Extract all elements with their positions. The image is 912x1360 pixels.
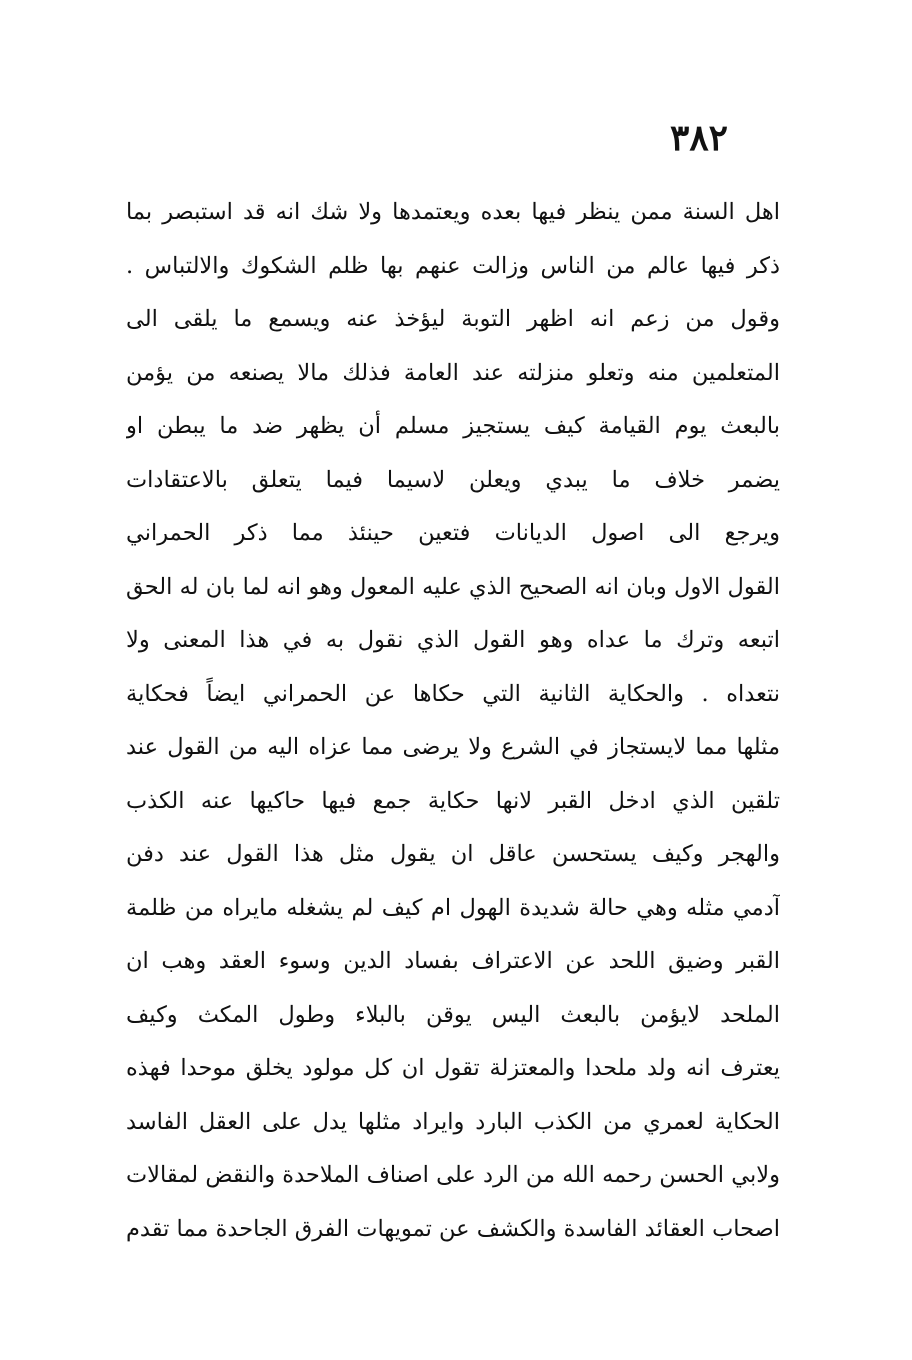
text-line: المتعلمين منه وتعلو منزلته عند العامة فذلك مالا يصنعه من يؤمن bbox=[126, 359, 780, 386]
text-line: تلقين الذي ادخل القبر لانها حكاية جمع فيها حاكيها عنه الكذب bbox=[126, 787, 780, 814]
text-line: اصحاب العقائد الفاسدة والكشف عن تمويهات الفرق الجاحدة مما تقدم bbox=[126, 1215, 780, 1242]
page-number: ٣٨٢ bbox=[669, 117, 728, 159]
text-line: آدمي مثله وهي حالة شديدة الهول ام كيف لم يشغله مايراه من ظلمة bbox=[126, 894, 780, 921]
body-text bbox=[126, 186, 780, 1256]
text-line: ذكر فيها عالم من الناس وزالت عنهم بها ظلم الشكوك والالتباس . bbox=[126, 252, 780, 279]
text-line: اتبعه وترك ما عداه وهو القول الذي نقول به في هذا المعنى ولا bbox=[126, 627, 780, 653]
text-line: الحكاية لعمري من الكذب البارد وايراد مثلها يدل على العقل الفاسد bbox=[126, 1108, 780, 1135]
text-line: ويرجع الى اصول الديانات فتعين حينئذ مما ذكر الحمراني bbox=[126, 520, 780, 546]
text-line: يضمر خلاف ما يبدي ويعلن لاسيما فيما يتعلق بالاعتقادات bbox=[126, 466, 780, 493]
text-line: وقول من زعم انه اظهر التوبة ليؤخذ عنه ويسمع ما يلقى الى bbox=[126, 306, 780, 332]
text-line: ولابي الحسن رحمه الله من الرد على اصناف الملاحدة والنقض لمقالات bbox=[126, 1162, 780, 1188]
text-line: والهجر وكيف يستحسن عاقل ان يقول مثل هذا القول عند دفن bbox=[126, 841, 780, 867]
text-line: القبر وضيق اللحد عن الاعتراف بفساد الدين وسوء العقد وهب ان bbox=[126, 948, 780, 974]
text-line: نتعداه . والحكاية الثانية التي حكاها عن الحمراني ايضاً فحكاية bbox=[126, 680, 780, 707]
text-line: يعترف انه ولد ملحدا والمعتزلة تقول ان كل مولود يخلق موحدا فهذه bbox=[126, 1055, 780, 1081]
text-line: بالبعث يوم القيامة كيف يستجيز مسلم أن يظهر ضد ما يبطن او bbox=[126, 413, 780, 439]
text-line: مثلها مما لايستجاز في الشرع ولا يرضى مما عزاه اليه من القول عند bbox=[126, 734, 780, 760]
text-line: الملحد لايؤمن بالبعث اليس يوقن بالبلاء وطول المكث وكيف bbox=[126, 1001, 780, 1028]
text-line: اهل السنة ممن ينظر فيها بعده ويعتمدها ولا شك انه قد استبصر بما bbox=[126, 199, 780, 225]
text-line: القول الاول وبان انه الصحيح الذي عليه المعول وهو انه لما بان له الحق bbox=[126, 573, 780, 600]
